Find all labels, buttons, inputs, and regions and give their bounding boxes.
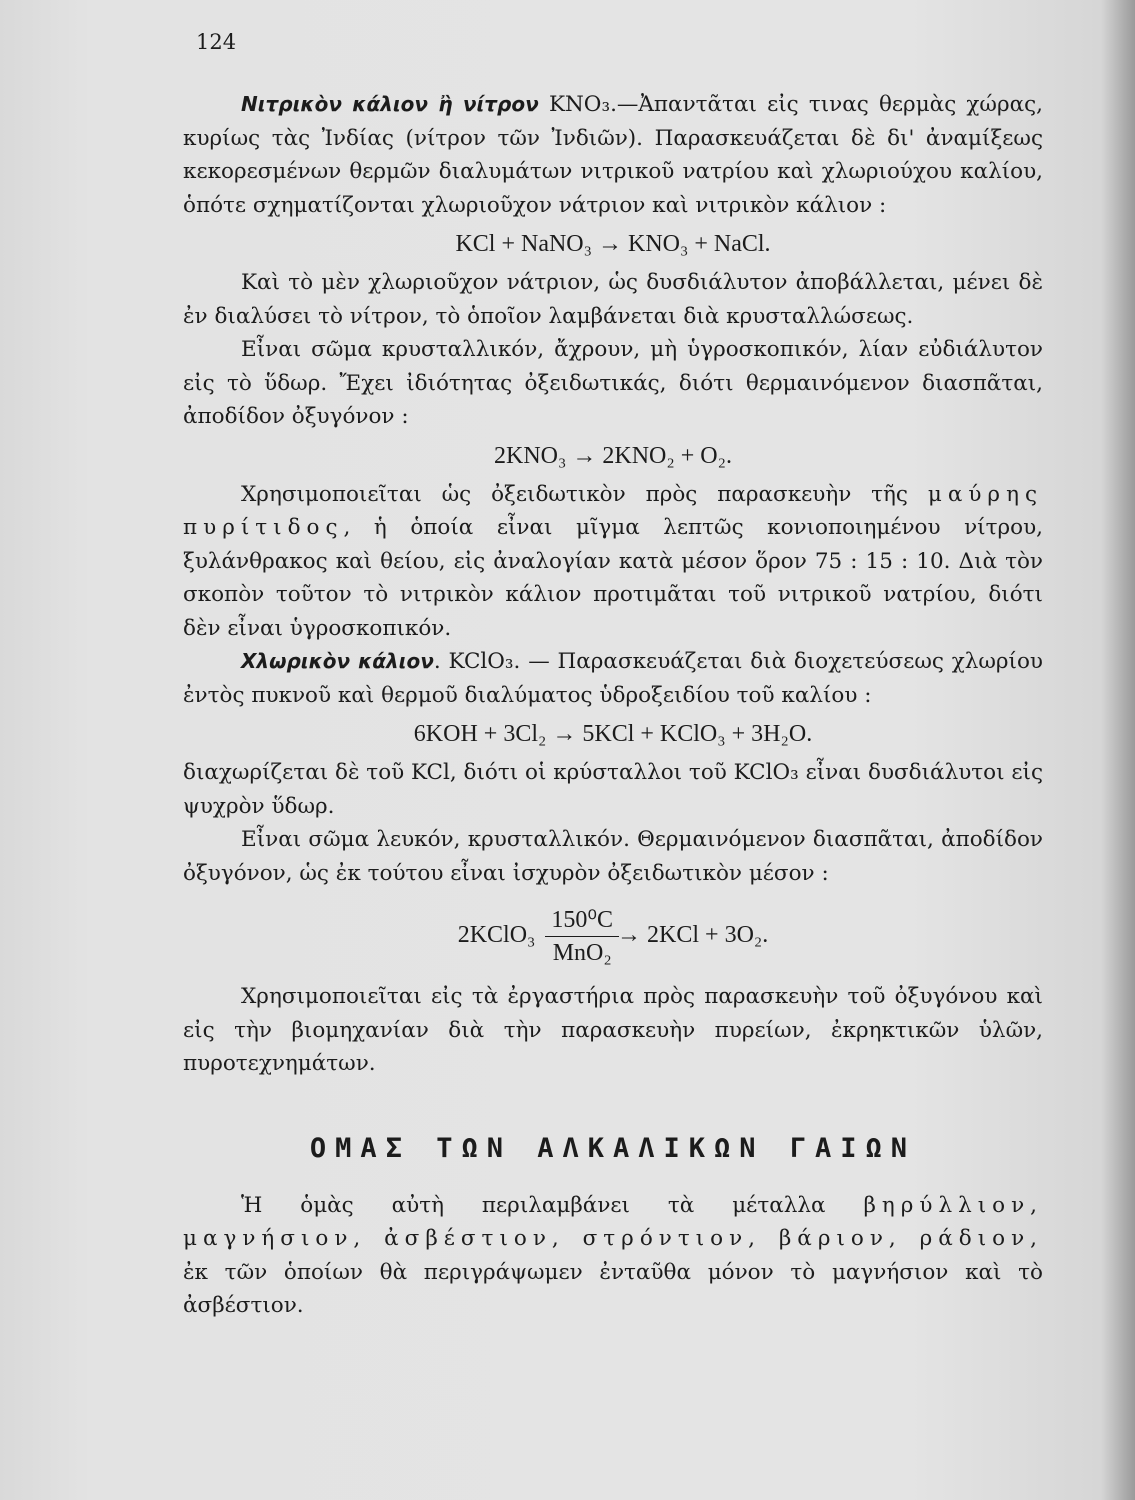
paragraph-2: Καὶ τὸ μὲν χλωριοῦχον νάτριον, ὡς δυσδιάλυτον ἀποβάλλεται, μένει δὲ ἐν διαλύσει τὸ νίτρον, τὸ ὁποῖον λαμβάνεται διὰ κρυσταλλώσεως.: [183, 270, 1043, 329]
eq4-condition-bottom: MnO₂: [552, 939, 612, 966]
p4-start: Χρησιμοποιεῖται ὡς ὀξειδωτικὸν πρὸς παρασκευὴν τῆς: [241, 481, 908, 507]
paragraph-alkaline-earths: [183, 1189, 1043, 1323]
equation-4: [183, 894, 1043, 976]
equation-3: 6KOH + 3Cl₂ → 5KCl + KClO₃ + 3H₂O.: [413, 721, 813, 747]
section-title: ΟΜΑΣ ΤΩΝ ΑΛΚΑΛΙΚΩΝ ΓΑΙΩΝ: [309, 1132, 917, 1164]
paragraph-4: [183, 478, 1043, 646]
paragraph-6: Εἶναι σῶμα λευκόν, κρυσταλλικόν. Θερμαινόμενον διασπᾶται, ἀποδίδον ὀξυγόνον, ὡς ἐκ τούτου εἶναι ἰσχυρὸν ὀξειδωτικὸν μέσον :: [183, 827, 1043, 886]
section-p-start: Ἡ ὁμὰς αὐτὴ περιλαμβάνει τὰ μέταλλα: [241, 1192, 826, 1218]
eq4-condition: [545, 908, 619, 965]
paragraph-5: διαχωρίζεται δὲ τοῦ KCl, διότι οἱ κρύσταλλοι τοῦ KClO₃ εἶναι δυσδιάλυτοι εἰς ψυχρὸν ὕδωρ.: [183, 760, 1043, 819]
heading-potassium-nitrate: Νιτρικὸν κάλιον ἢ νίτρον: [241, 92, 539, 116]
metals-list: βηρύλλιον, μαγνήσιον, ἀσβέστιον, στρόντιον, βάριον, ράδιον,: [183, 1192, 1043, 1251]
eq4-condition-top: 150⁰C: [545, 908, 619, 937]
black-powder-term: μαύρης πυρίτιδος: [183, 481, 1043, 540]
eq4-left: 2KClO₃: [457, 922, 536, 948]
paragraph-potassium-chlorate: [183, 645, 1043, 712]
paragraph-7: Χρησιμοποιεῖται εἰς τὰ ἐργαστήρια πρὸς παρασκευὴν τοῦ ὀξυγόνου καὶ εἰς τὴν βιομηχανίαν διὰ τὴν παρασκευὴν πυρείων, ἐκρηκτικῶν ὑλῶν, πυροτεχνημάτων.: [183, 984, 1043, 1076]
paragraph-3: Εἶναι σῶμα κρυσταλλικόν, ἄχρουν, μὴ ὑγροσκοπικόν, λίαν εὐδιάλυτον εἰς τὸ ὕδωρ. Ἔχει ἰδιότητας ὀξειδωτικάς, διότι θερμαινόμενον διασπᾶται, ἀποδίδον ὀξυγόνον :: [183, 337, 1043, 429]
page-number: 124: [196, 30, 237, 54]
equation-1: KCl + NaNO₃ → KNO₃ + NaCl.: [455, 231, 771, 257]
formula-kclo3: . KClO₃.: [433, 649, 521, 674]
heading-potassium-chlorate: Χλωρικὸν κάλιον: [241, 649, 434, 673]
eq4-right: → 2KCl + 3O₂.: [617, 922, 769, 948]
text-kno3: .—Ἀπαντᾶται εἰς τινας θερμὰς χώρας, κυρίως τὰς Ἰνδίας (νίτρον τῶν Ἰνδιῶν). Παρασκευάζεται δὲ δι' ἀναμίξεως κεκορεσμένων θερμῶν διαλυμάτων νιτρικοῦ νατρίου καὶ χλωριούχου καλίου, ὁπότε σχηματίζονται χλωριοῦχον νάτριον καὶ νιτρικὸν κάλιον :: [183, 92, 1043, 218]
equation-2: 2KNO₃ → 2KNO₂ + O₂.: [494, 442, 732, 469]
paragraph-potassium-nitrate: [183, 88, 1043, 222]
text-kclo3: — Παρασκευάζεται διὰ διοχετεύσεως χλωρίου ἐντὸς πυκνοῦ καὶ θερμοῦ διαλύματος ὑδροξειδίου τοῦ καλίου :: [183, 649, 1043, 708]
formula-kno3: KNO₃: [548, 92, 611, 117]
section-p-end: ἐκ τῶν ὁποίων θὰ περιγράψωμεν ἐνταῦθα μόνον τὸ μαγνήσιον καὶ τὸ ἀσβέστιον.: [183, 1259, 1043, 1318]
page-body: [183, 88, 1043, 1323]
p4-end: , ἡ ὁποία εἶναι μῖγμα λεπτῶς κονιοποιημένου νίτρου, ξυλάνθρακος καὶ θείου, εἰς ἀναλογίαν κατὰ μέσον ὅρον 75 : 15 : 10. Διὰ τὸν σκοπὸν τοῦτον τὸ νιτρικὸν κάλιον προτιμᾶται τοῦ νιτρικοῦ νατρίου, διότι δὲν εἶναι ὑγροσκοπικόν.: [183, 515, 1043, 641]
